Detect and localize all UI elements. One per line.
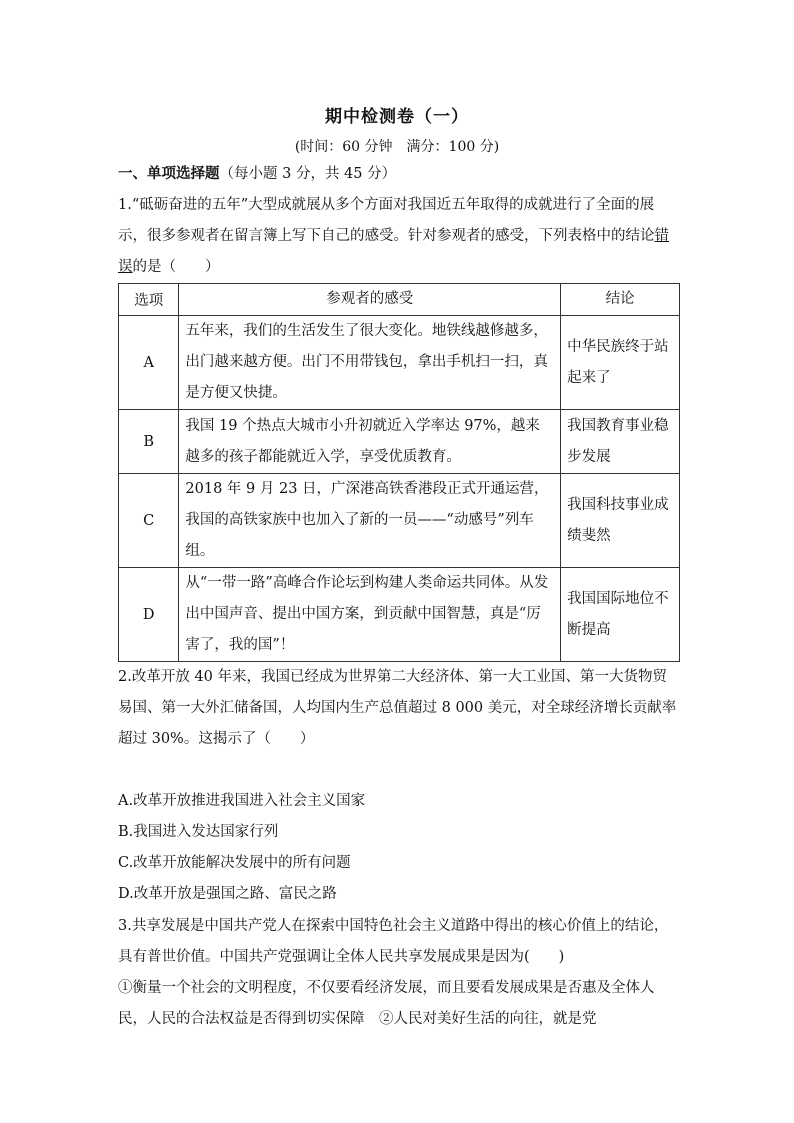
q3-item-1: ①衡量一个社会的文明程度，不仅要看经济发展，而且要看发展成果是否惠及全体人民，人民的合法权益是否得到切实保障 ②人民对美好生活的向往，就是党 xyxy=(118,980,655,1027)
question-1-table xyxy=(118,283,680,662)
row-option: C xyxy=(119,474,179,568)
table-header-row xyxy=(119,284,680,316)
question-1-stem xyxy=(118,190,678,283)
table-row xyxy=(119,316,680,410)
row-conclusion: 我国科技事业成绩斐然 xyxy=(561,474,680,568)
q2-option-d: D.改革开放是强国之路、富民之路 xyxy=(118,886,337,902)
row-feeling: 2018 年 9 月 23 日，广深港高铁香港段正式开通运营，我国的高铁家族中也加入了新的一员——“动感号”列车组。 xyxy=(179,474,561,568)
table-row xyxy=(119,568,680,662)
q2-option-c: C.改革开放能解决发展中的所有问题 xyxy=(118,855,351,871)
exam-time-score: (时间：60 分钟 满分：100 分) xyxy=(294,139,500,155)
q1-stem-text: 1.“砥砺奋进的五年”大型成就展从多个方面对我国近五年取得的成就进行了全面的展示，很多参观者在留言簿上写下自己的感受。针对参观者的感受，下列表格中的结论 xyxy=(118,197,655,244)
row-conclusion: 我国国际地位不断提高 xyxy=(561,568,680,662)
row-feeling: 五年来，我们的生活发生了很大变化。地铁线越修越多，出门越来越方便。出门不用带钱包，拿出手机扫一扫，真是方便又快捷。 xyxy=(179,316,561,410)
table-row xyxy=(119,410,680,474)
row-feeling: 从“一带一路”高峰合作论坛到构建人类命运共同体。从发出中国声音、提出中国方案，到贡献中国智慧，真是“厉害了，我的国”！ xyxy=(179,568,561,662)
header-feeling: 参观者的感受 xyxy=(179,284,561,316)
section-note: （每小题 3 分，共 45 分） xyxy=(219,166,397,182)
table-row xyxy=(119,474,680,568)
q1-stem-end: 的是（ ） xyxy=(132,259,220,275)
q3-stem-text: 3.共享发展是中国共产党人在探索中国特色社会主义道路中得出的核心价值上的结论，具有普世价值。中国共产党强调让全体人民共享发展成果是因为( ) xyxy=(118,918,669,965)
q2-option-b: B.我国进入发达国家行列 xyxy=(118,824,279,840)
row-option: D xyxy=(119,568,179,662)
exam-title: 期中检测卷（一） xyxy=(325,107,469,127)
header-conclusion: 结论 xyxy=(561,284,680,316)
question-2-stem: 2.改革开放 40 年来，我国已经成为世界第二大经济体、第一大工业国、第一大货物贸易国、第一大外汇储备国，人均国内生产总值超过 8 000 美元，对全球经济增长贡献率超过 30%。这揭示了（ ） xyxy=(118,669,677,747)
header-option: 选项 xyxy=(119,284,179,316)
section-title: 一、单项选择题 xyxy=(118,165,220,182)
section-heading xyxy=(118,162,396,183)
row-option: B xyxy=(119,410,179,474)
q2-option-a: A.改革开放推进我国进入社会主义国家 xyxy=(118,793,366,809)
q1-stem-emphasis: 错误 xyxy=(118,228,669,275)
row-option: A xyxy=(119,316,179,410)
row-conclusion: 中华民族终于站起来了 xyxy=(561,316,680,410)
row-conclusion: 我国教育事业稳步发展 xyxy=(561,410,680,474)
row-feeling: 我国 19 个热点大城市小升初就近入学率达 97%，越来越多的孩子都能就近入学，享受优质教育。 xyxy=(179,410,561,474)
question-3-stem xyxy=(118,911,678,1035)
